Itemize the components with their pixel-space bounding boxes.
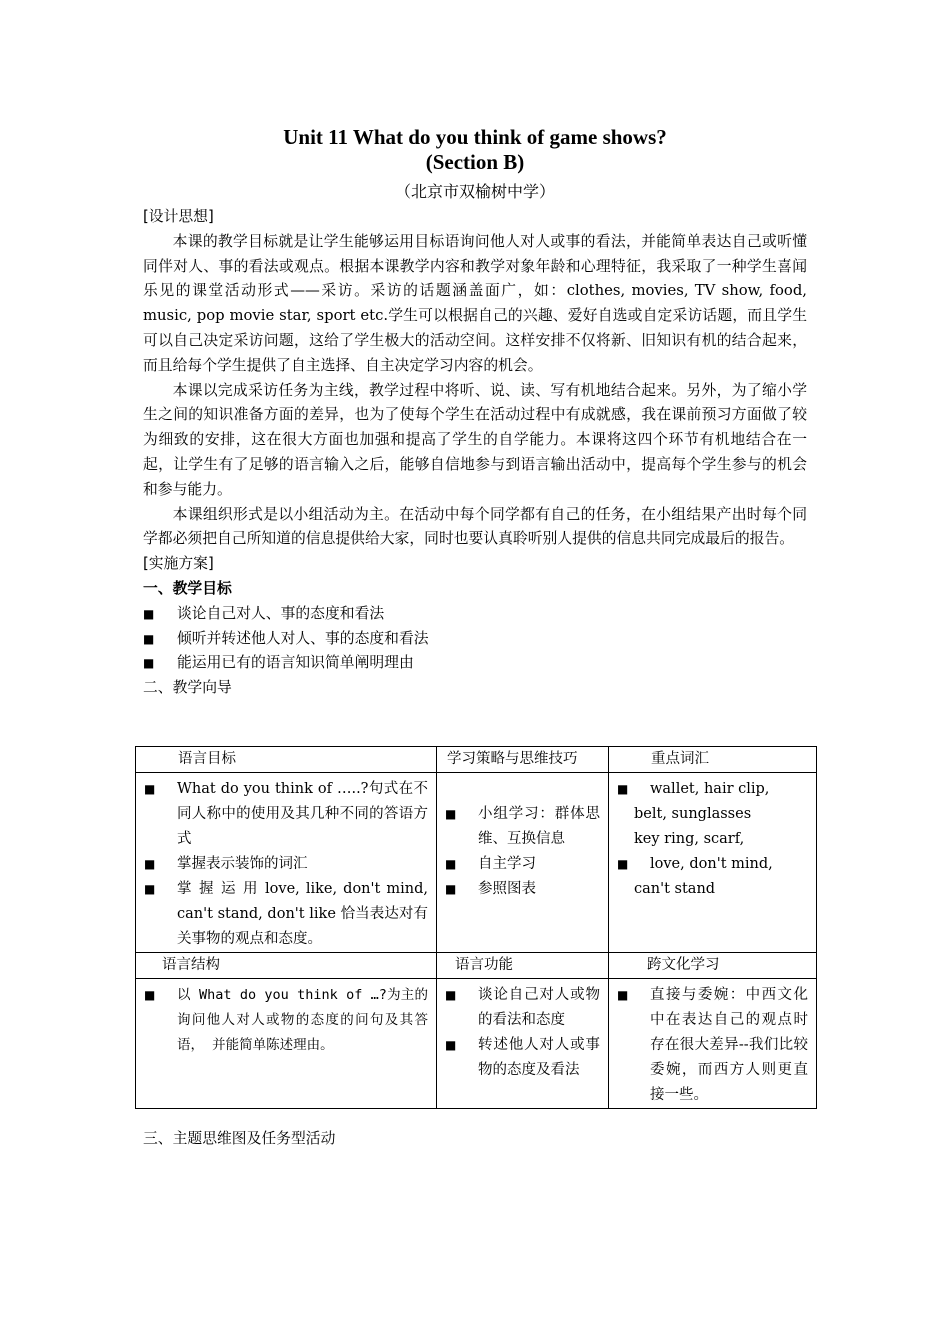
goal-item: ■ 倾听并转述他人对人、事的态度和看法 bbox=[143, 627, 807, 652]
table-cell bbox=[437, 979, 609, 1109]
table-row bbox=[136, 773, 817, 953]
bullet-icon bbox=[144, 777, 177, 852]
list-item: ■ 参照图表 bbox=[445, 877, 600, 902]
bullet-icon bbox=[617, 852, 650, 877]
bullet-icon bbox=[445, 1033, 478, 1083]
section-heading: 二、教学向导 bbox=[143, 679, 232, 697]
table-header-cell: 语言功能 bbox=[437, 953, 609, 979]
table-header-cell: 跨文化学习 bbox=[609, 953, 817, 979]
bullet-icon bbox=[143, 627, 177, 652]
list-item: ■ 转述他人对人或事物的态度及看法 bbox=[445, 1033, 600, 1083]
design-heading: [设计思想] bbox=[143, 208, 214, 225]
bullet-icon bbox=[143, 651, 177, 676]
goal-item: ■ 谈论自己对人、事的态度和看法 bbox=[143, 602, 807, 627]
table-header-cell: 重点词汇 bbox=[609, 747, 817, 773]
list-item: ■ 掌握表示装饰的词汇 bbox=[144, 852, 428, 877]
bullet-icon bbox=[445, 877, 478, 902]
list-item: ■ 谈论自己对人或物的看法和态度 bbox=[445, 983, 600, 1033]
table-cell bbox=[437, 773, 609, 953]
document-title: Unit 11 What do you think of game shows? bbox=[283, 125, 667, 149]
list-item: ■ 掌 握 运 用 love, like, don't mind, can't stand, don't like 恰当表达对有关事物的观点和态度。 bbox=[144, 877, 428, 952]
design-paragraph: 本课组织形式是以小组活动为主。在活动中每个同学都有自己的任务，在小组结果产出时每个同学都必须把自己所知道的信息提供给大家，同时也要认真聆听别人提供的信息共同完成最后的报告。 bbox=[143, 505, 807, 548]
vocab-line: can't stand bbox=[634, 881, 716, 897]
design-paragraph: 本课以完成采访任务为主线，教学过程中将听、说、读、写有机地结合起来。另外，为了缩小学生之间的知识准备方面的差异，也为了使每个学生在活动过程中有成就感，我在课前预习方面做了较为细致的安排，这在很大方面也加强和提高了学生的自学能力。本课将这四个环节有机地结合在一起，让学生有了足够的语言输入之后，能够自信地参与到语言输出活动中，提高每个学生参与的机会和参与能力。 bbox=[143, 381, 807, 498]
bullet-icon bbox=[445, 802, 478, 852]
bullet-icon bbox=[144, 852, 177, 877]
table-header-row bbox=[136, 953, 817, 979]
table-header-row bbox=[136, 747, 817, 773]
table-cell bbox=[609, 979, 817, 1109]
list-item: ■ 自主学习 bbox=[445, 852, 600, 877]
bullet-icon bbox=[617, 777, 650, 802]
list-item: ■ wallet, hair clip, bbox=[617, 777, 808, 802]
document-subtitle: (Section B) bbox=[425, 150, 525, 174]
bullet-icon bbox=[144, 983, 177, 1058]
vocab-line: key ring, scarf, bbox=[634, 831, 745, 847]
bullet-icon bbox=[144, 877, 177, 952]
bullet-icon bbox=[445, 852, 478, 877]
document-body bbox=[143, 205, 807, 701]
table-cell bbox=[609, 773, 817, 953]
plan-heading: [实施方案] bbox=[143, 555, 214, 573]
table-header-cell: 语言结构 bbox=[136, 953, 437, 979]
table-cell bbox=[136, 979, 437, 1109]
table-cell bbox=[136, 773, 437, 953]
goal-item: ■ 能运用已有的语言知识简单阐明理由 bbox=[143, 651, 807, 676]
list-item: ■ 小组学习：群体思维、互换信息 bbox=[445, 802, 600, 852]
bullet-icon bbox=[617, 983, 650, 1108]
list-item: ■ love, don't mind, bbox=[617, 852, 808, 877]
list-item: ■ 直接与委婉：中西文化中在表达自己的观点时存在很大差异--我们比较委婉，而西方人则更直接一些。 bbox=[617, 983, 808, 1108]
section-heading: 三、主题思维图及任务型活动 bbox=[143, 1130, 336, 1147]
list-item: ■ What do you think of …..?句式在不同人称中的使用及其几种不同的答语方式 bbox=[144, 777, 428, 852]
school-name: （北京市双榆树中学） bbox=[394, 182, 555, 201]
bullet-icon bbox=[445, 983, 478, 1033]
list-item: ■ 以 What do you think of …?为主的询问他人对人或物的态度的问句及其答语， 并能简单陈述理由。 bbox=[144, 983, 428, 1058]
section-heading: 一、教学目标 bbox=[143, 579, 232, 597]
teaching-guide-table bbox=[135, 746, 817, 1109]
vocab-line: belt, sunglasses bbox=[634, 806, 752, 822]
design-paragraph: 本课的教学目标就是让学生能够运用目标语询问他人对人或事的看法，并能简单表达自己或听懂同伴对人、事的看法或观点。根据本课教学内容和教学对象年龄和心理特征，我采取了一种学生喜闻乐见的课堂活动形式——采访。采访的话题涵盖面广，如：clothes, movies, TV show, food, music, pop movie star, sport etc.学生可以根据自己的兴趣、爱好自选或自定采访话题，而且学生可以自己决定采访问题，这给了学生极大的活动空间。这样安排不仅将新、旧知识有机的结合起来，而且给每个学生提供了自主选择、自主决定学习内容的机会。 bbox=[143, 232, 807, 374]
table-row bbox=[136, 979, 817, 1109]
table-header-cell: 学习策略与思维技巧 bbox=[437, 747, 609, 773]
bullet-icon bbox=[143, 602, 177, 627]
table-header-cell: 语言目标 bbox=[136, 747, 437, 773]
